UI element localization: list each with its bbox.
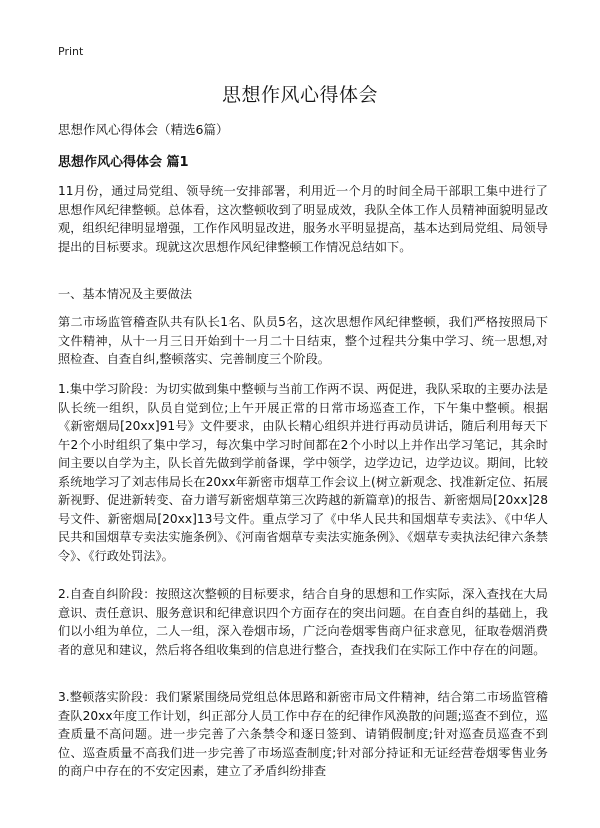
document-title: 思想作风心得体会: [221, 84, 378, 106]
paragraph-self-check-phase: 2.自查自纠阶段：按照这次整顿的目标要求，结合自身的思想和工作实际，深入查找在大局意识、责任意识、服务意识和纪律意识四个方面存在的突出问题。在自查自纠的基础上，我们以小组为单位，二人一组，深入卷烟市场，广泛向卷烟零售商户征求意见，征取卷烟消费者的意见和建议，然后将各组收集到的信息进行整合，查找我们在实际工作中存在的问题。: [58, 587, 548, 657]
paragraph-study-phase: 1.集中学习阶段：为切实做到集中整顿与当前工作两不误、两促进，我队采取的主要办法是队长统一组织，队员自觉到位;上午开展正常的日常市场巡查工作，下午集中整顿。根据《新密烟局[20xx]91号》文件要求，由队长精心组织并进行再动员讲话，随后利用每天下午2个小时组织了集中学习，每次集中学习时间都在2个小时以上并作出学习笔记，其余时间主要以自学为主，队长首先做到学前备课，学中领学，边学边记，边学边议。期间，比较系统地学习了刘志伟局长在20xx年新密市烟草工作会议上(树立新观念、找准新定位、拓展新视野、促进新转变、奋力谱写新密烟草第三次跨越的新篇章)的报告、新密烟局[20xx]28号文件、新密烟局[20xx]13号文件。重点学习了《中华人民共和国烟草专卖法》、《中华人民共和国烟草专卖法实施条例》、《河南省烟草专卖法实施条例》、《烟草专卖执法纪律六条禁令》、《行政处罚法》。: [58, 382, 548, 563]
paragraph-intro: 11月份，通过局党组、领导统一安排部署，利用近一个月的时间全局干部职工集中进行了思想作风纪律整顿。总体看，这次整顿收到了明显成效，我队全体工作人员精神面貌明显改观，组织纪律明显增强，工作作风明显改进，服务水平明显提高，基本达到局党组、局领导提出的目标要求。现就这次思想作风纪律整顿工作情况总结如下。: [58, 184, 548, 254]
print-link[interactable]: Print: [58, 45, 84, 58]
document-subtitle: 思想作风心得体会（精选6篇）: [58, 122, 229, 137]
paragraph-team-overview: 第二市场监管稽查队共有队长1名、队员5名，这次思想作风纪律整顿，我们严格按照局下文件精神，从十一月三日开始到十一月二十日结束，整个过程共分集中学习、统一思想,对照检查、自查自纠,整顿落实、完善制度三个阶段。: [58, 315, 548, 366]
paragraph-rectification-phase: 3.整顿落实阶段：我们紧紧围绕局党组总体思路和新密市局文件精神，结合第二市场监管稽查队20xx年度工作计划，纠正部分人员工作中存在的纪律作风涣散的问题;巡查不到位，巡查质量不高问题。进一步完善了六条禁令和逐日签到、请销假制度;针对巡查员巡查不到位、巡查质量不高我们进一步完善了市场巡查制度;针对部分持证和无证经营卷烟零售业务的商户中存在的不安定因素，建立了矛盾纠纷排查: [58, 690, 548, 778]
section-heading: 思想作风心得体会 篇1: [58, 155, 189, 170]
paragraph-heading-basic-situation: 一、基本情况及主要做法: [58, 287, 193, 301]
